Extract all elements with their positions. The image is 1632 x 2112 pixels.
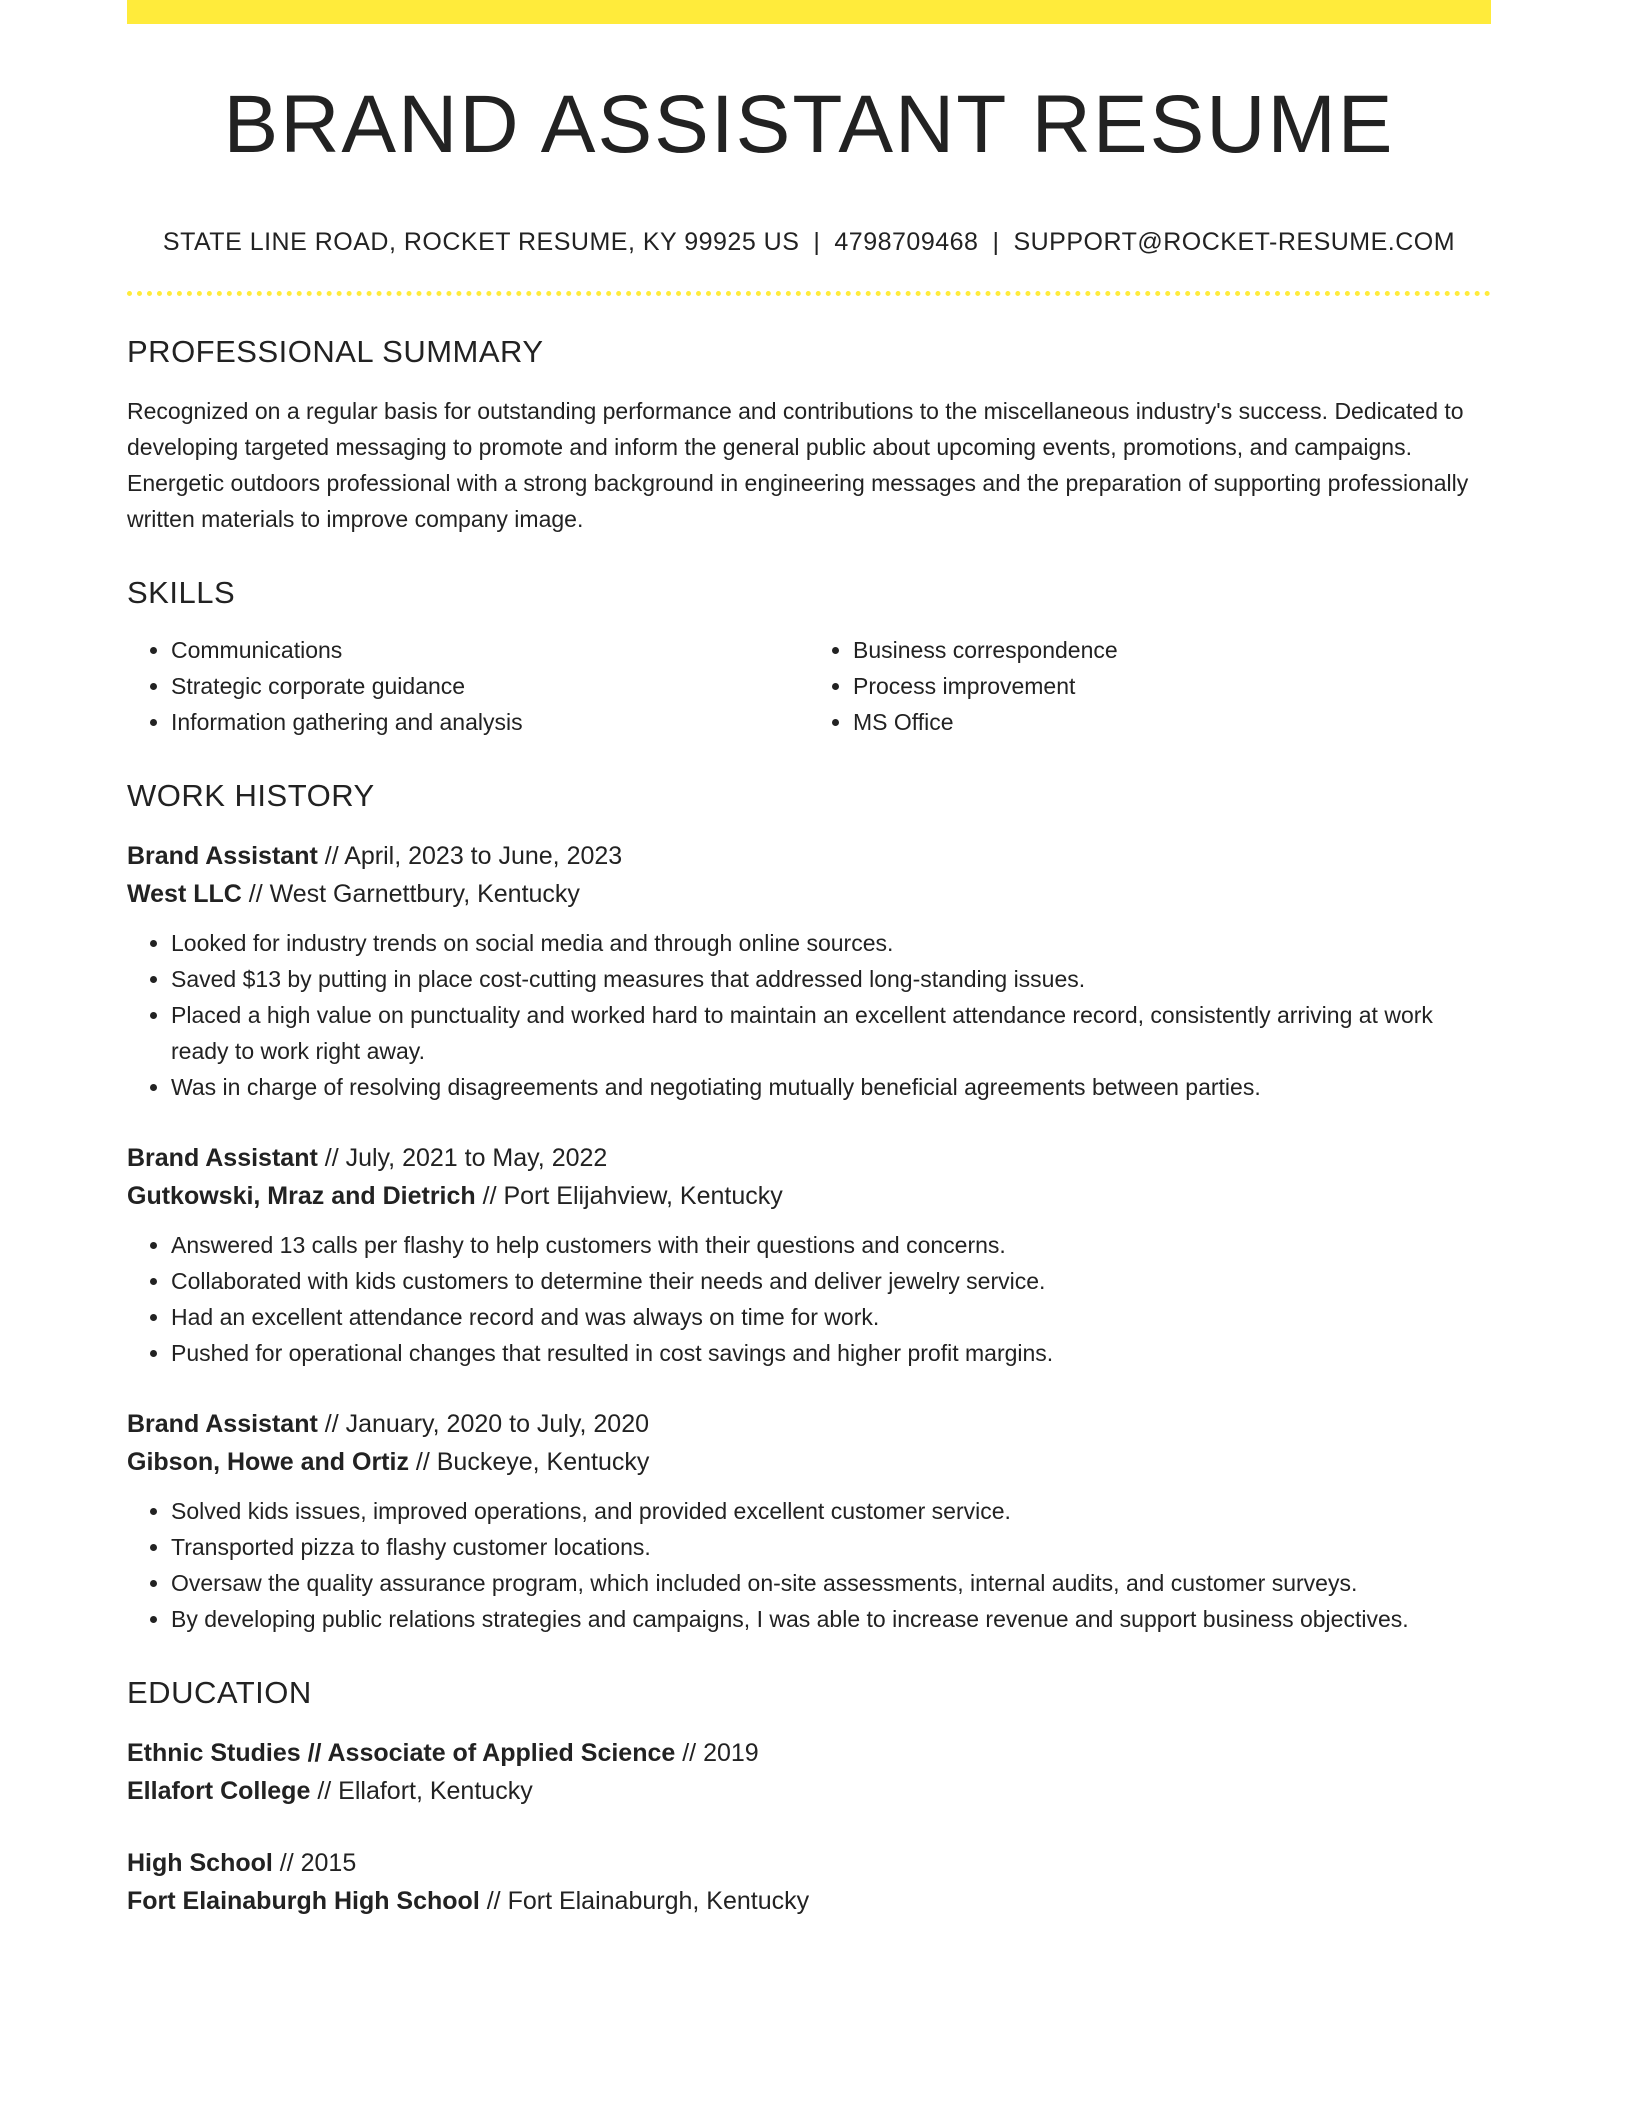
job-location: // Buckeye, Kentucky <box>408 1448 650 1476</box>
job-bullet: • Collaborated with kids customers to determine their needs and deliver jewelry service. <box>171 1263 1491 1299</box>
job-title-line <box>127 1405 1491 1443</box>
skill-item: • MS Office <box>853 704 1491 740</box>
skill-item: • Process improvement <box>853 668 1491 704</box>
skills-heading: SKILLS <box>127 575 236 610</box>
education-entry <box>127 1844 1491 1920</box>
job-entry <box>127 837 1491 1105</box>
summary-heading: PROFESSIONAL SUMMARY <box>127 334 544 369</box>
skills-column-right <box>809 632 1491 740</box>
job-bullet: • Answered 13 calls per flashy to help customers with their questions and concerns. <box>171 1227 1491 1263</box>
contact-address: STATE LINE ROAD, ROCKET RESUME, KY 99925 US <box>162 228 800 256</box>
job-bullet: • Was in charge of resolving disagreements and negotiating mutually beneficial agreements between parties. <box>171 1069 1491 1105</box>
skill-item: • Communications <box>171 632 809 668</box>
skill-item: • Business correspondence <box>853 632 1491 668</box>
contact-email: SUPPORT@ROCKET-RESUME.COM <box>1013 228 1456 256</box>
education-year: // 2019 <box>675 1739 759 1767</box>
contact-separator: | <box>813 228 821 256</box>
job-location: // West Garnettbury, Kentucky <box>241 880 580 908</box>
job-dates: // July, 2021 to May, 2022 <box>317 1144 608 1172</box>
education-school: Fort Elainaburgh High School <box>127 1887 480 1915</box>
job-bullet: • Solved kids issues, improved operations, and provided excellent customer service. <box>171 1493 1491 1529</box>
job-bullet: • By developing public relations strategies and campaigns, I was able to increase revenue and support business objectives. <box>171 1601 1491 1637</box>
education-school-line <box>127 1882 1491 1920</box>
job-bullet: • Pushed for operational changes that resulted in cost savings and higher profit margins. <box>171 1335 1491 1371</box>
job-bullet: • Had an excellent attendance record and was always on time for work. <box>171 1299 1491 1335</box>
contact-separator: | <box>992 228 1000 256</box>
resume-title: BRAND ASSISTANT RESUME <box>223 79 1395 170</box>
job-bullet: • Transported pizza to flashy customer locations. <box>171 1529 1491 1565</box>
job-bullet: • Looked for industry trends on social media and through online sources. <box>171 925 1491 961</box>
job-company: Gutkowski, Mraz and Dietrich <box>127 1182 476 1210</box>
education-degree: Ethnic Studies // Associate of Applied Science <box>127 1739 676 1767</box>
job-location: // Port Elijahview, Kentucky <box>475 1182 783 1210</box>
job-bullets <box>127 1227 1491 1371</box>
education-heading: EDUCATION <box>127 1675 312 1710</box>
job-title-line <box>127 1139 1491 1177</box>
education-degree-line <box>127 1844 1491 1882</box>
job-bullet: • Placed a high value on punctuality and worked hard to maintain an excellent attendance record, consistently arriving at work ready to work right away. <box>171 997 1491 1069</box>
job-company-line <box>127 1177 1491 1215</box>
education-degree-line <box>127 1734 1491 1772</box>
skills-list <box>127 632 1491 740</box>
education-year: // 2015 <box>272 1849 357 1877</box>
education-entry <box>127 1734 1491 1810</box>
accent-top-bar <box>127 0 1491 24</box>
contact-line <box>127 228 1491 257</box>
education-school-line <box>127 1772 1491 1810</box>
job-bullets <box>127 925 1491 1105</box>
job-bullet: • Saved $13 by putting in place cost-cutting measures that addressed long-standing issues. <box>171 961 1491 997</box>
skill-item: • Information gathering and analysis <box>171 704 809 740</box>
summary-text: Recognized on a regular basis for outstanding performance and contributions to the miscellaneous industry's success. Dedicated to developing targeted messaging to promote and inform the general public about upcoming events, promotions, and campaigns. Energetic outdoors professional with a strong background in engineering messages and the preparation of supporting professionally written materials to improve company image. <box>127 398 1469 532</box>
job-bullets <box>127 1493 1491 1637</box>
dotted-divider <box>127 291 1491 296</box>
work-history-heading: WORK HISTORY <box>127 778 375 813</box>
job-title: Brand Assistant <box>127 1144 318 1172</box>
skill-item: • Strategic corporate guidance <box>171 668 809 704</box>
job-dates: // April, 2023 to June, 2023 <box>317 842 623 870</box>
job-title-line <box>127 837 1491 875</box>
contact-phone: 4798709468 <box>834 228 979 256</box>
job-dates: // January, 2020 to July, 2020 <box>317 1410 650 1438</box>
education-degree: High School <box>127 1849 273 1877</box>
education-location: // Ellafort, Kentucky <box>310 1777 533 1805</box>
job-company: West LLC <box>127 880 242 908</box>
job-title: Brand Assistant <box>127 842 318 870</box>
skills-column-left <box>127 632 809 740</box>
job-bullet: • Oversaw the quality assurance program, which included on-site assessments, internal audits, and customer surveys. <box>171 1565 1491 1601</box>
job-company-line <box>127 875 1491 913</box>
job-title: Brand Assistant <box>127 1410 318 1438</box>
education-location: // Fort Elainaburgh, Kentucky <box>479 1887 810 1915</box>
job-entry <box>127 1139 1491 1371</box>
education-school: Ellafort College <box>127 1777 311 1805</box>
resume-page <box>127 0 1491 1920</box>
job-company: Gibson, Howe and Ortiz <box>127 1448 409 1476</box>
job-entry <box>127 1405 1491 1637</box>
job-company-line <box>127 1443 1491 1481</box>
